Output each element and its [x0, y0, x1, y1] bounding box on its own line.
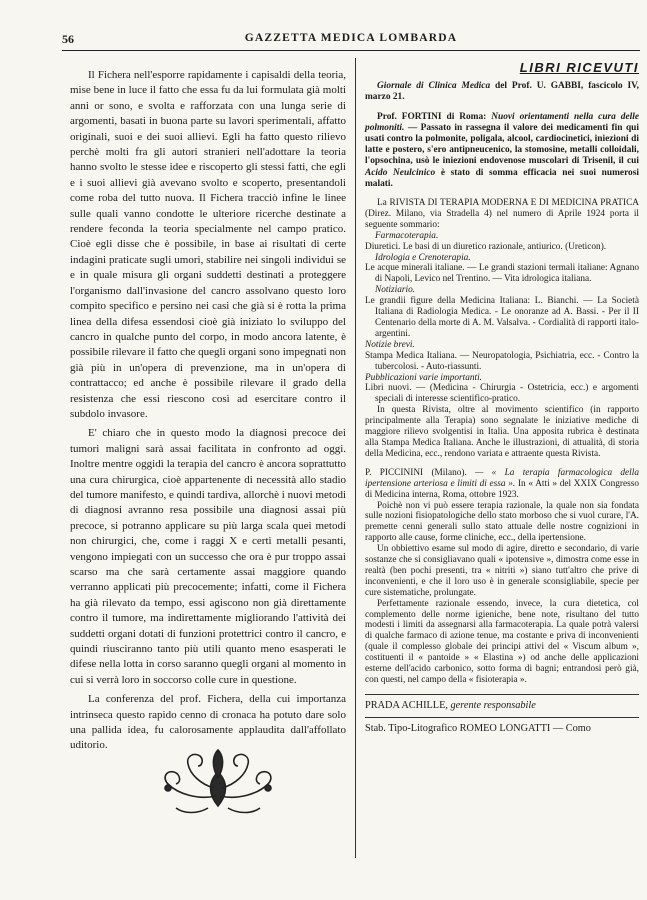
header-rule	[62, 50, 640, 51]
entry-author: Prof. FORTINI di Roma:	[377, 111, 487, 122]
manager-role: gerente responsabile	[450, 699, 536, 711]
left-paragraph: Il Fichera nell'esporre rapidamente i capisaldi della teoria, mise bene in luce il fatto che essa fu da lui formulata già molti anni or sono, e svolta e rafforzata con una lunga serie di argomenti, basati in buona parte su lavori sperimentali, affatto originali, suoi e dei suoi allievi. Egli ha fatto questo rilievo perchè molti fra gli autori stranieri nell'adottare la teoria hanno svolto le stesse idee e riscoperto gli stessi fatti, che egli e i suoi allievi già avevano svolto e scoperto, presentandoli come roba del tutto nuova. Il Fichera tracciò infine le linee sulle quali vanno condotte le ulteriore ricerche destinate a rendere feconda la teoria specialmente nel campo pratico. Cioè egli disse che è possibile, in base ai risultati di certe indagini praticate sugli umori, stabilire nei singoli individui se e in quale misura gli organi suddetti destinati a proteggere l'organismo dall'invasione del cancro assolvano questo loro compito specifico e persino nei casi che già si è rotta la prima linea della difesa essendosi cioè già iniziato lo sviluppo del cancro in qualche punto del corpo, in modo ancora latente, è possibile rilevare il fatto che quegli organi sono impegnati non già più in un'opera di prevenzione, ma in un'opera di contrattacco; ed anche è possibile rilevare il grado della resistenza che essi riescono così ad esercitare contro il subdolo invasore.	[70, 69, 346, 420]
left-paragraph: La conferenza del prof. Fichera, della cui importanza intrinseca questo rapido cenno di cronaca ha potuto dare solo una pallida idea, fu calorosamente applaudita dall'affollato uditorio.	[70, 693, 346, 752]
footer-rule	[365, 717, 639, 718]
entry-text: — Passato in rassegna il valore dei medicamenti fin qui usati contro la polmonite, poligala, alcool, cardiocinetici, iniezioni di latte e postero, s'ero antipneucenico, la stomosine, metalli colloidali, l'opsochina, usò le iniezioni endovenose muscolari di Trisenil, il cui	[365, 122, 640, 167]
review-line: Notizie brevi.	[365, 339, 415, 350]
entry-source: In « Atti » del XXIX Congresso di Medicina interna, Roma, ottobre 1923.	[365, 478, 639, 500]
left-column	[70, 68, 346, 754]
review-line: Le acque minerali italiane. — Le grandi stazioni termali italiane: Agnano di Napoli, Levico nel Trentino. — Vita idrologica italiana.	[365, 263, 639, 285]
review-line: Le grandii figure della Medicina Italiana: L. Bianchi. — La Società Italiana di Radiologia Medica. - Le onoranze ad A. Bassi. - Per il II Centenario della morte di A. M. Valsalva. - Cordialità di rapporti italo-argentini.	[365, 296, 639, 339]
review-line: Farmacoterapia.	[375, 230, 439, 241]
section-title: LIBRI RICEVUTI	[519, 60, 639, 75]
book-entry	[365, 468, 639, 686]
book-entry	[365, 81, 639, 103]
entry-drug: Acido Neulcinico	[365, 167, 436, 178]
column-divider	[355, 58, 356, 858]
review-intro: La RIVISTA DI TERAPIA MODERNA E DI MEDICINA PRATICA (Direz. Milano, via Stradella 4) nel numero di Aprile 1924 porta il seguente sommario:	[365, 198, 639, 230]
left-paragraph: E' chiaro che in questo modo la diagnosi precoce dei tumori maligni sarà assai facilitata in confronto ad oggi. Inoltre mentre oggidì la terapia del cancro è ancora soprattutto una cura chirurgica, cioè appartenente di necessità allo stadio del tumore manifesto, e quindi tardiva, allorchè i nuovi metodi di diagnosi avranno resa possibile una diagnosi assai più precoce, si potranno applicare su più larga scala quei metodi non chirurgici, che, come i raggi X e certi metalli pesanti, vengono impiegati con un successo che ora è pur troppo assai scarso ma che sarà certamente assai maggiore quando verranno applicati più precocemente; infatti, come il Fichera ha già rilevato da tempo, essi agiscono non già direttamente contro il tumore, ma indirettamente migliorando l'attività dei suddetti organi dotati di funzioni protettrici contro il cancro, e quindi riusciranno tanto più utili quanto meno esasperati le difese nella lotta in corso saranno quegli organi al momento in cui si verrà loro in soccorso colle cure in questione.	[70, 427, 346, 686]
running-header	[62, 30, 640, 50]
review-line: Diuretici. Le basi di un diuretico razionale, antiurico. (Ureticon).	[365, 241, 607, 252]
book-entry	[365, 112, 639, 190]
manager-line	[365, 699, 639, 713]
printer-line: Stab. Tipo-Litografico ROMEO LONGATTI — Como	[365, 722, 591, 734]
entry-issue: fascicolo IV, marzo 21.	[365, 81, 640, 103]
right-column	[365, 58, 639, 736]
review-line: Stampa Medica Italiana. — Neuropatologia, Psichiatria, ecc. - Contro la tubercolosi. - Auto-riassunti.	[365, 350, 639, 372]
review-line: Idrologia e Crenoterapia.	[375, 252, 471, 263]
review-note: In questa Rivista, oltre al movimento scientifico (in rapporto principalmente alla Terapia) sono segnalate le iniziative mediche di maggiore rilievo svolgentisi in Italia. Una apposita rubrica è destinata alla Stampa Medica Italiana. Anche le illustrazioni, di attualità, di storia della Medicina, ecc., rendono variata e attraente questa Rivista.	[365, 405, 639, 459]
entry-ending: è stato di somma efficacia nei suoi numerosi malati.	[365, 167, 639, 189]
journal-title: GAZZETTA MEDICA LOMBARDA	[244, 32, 458, 44]
entry-author: del Prof. U. GABBI,	[495, 81, 584, 92]
footer-rule-top	[365, 694, 639, 695]
entry-title: Nuovi orientamenti nella cura delle polmoniti.	[365, 111, 640, 133]
entry-author: P. PICCININI (Milano).	[365, 467, 467, 478]
entry-title: — « La terapia farmacologica della ipertensione arteriosa e limiti di essa ».	[365, 467, 639, 489]
entry-paragraph: Perfettamente razionale essendo, invece, la cura dietetica, col complemento delle norme igieniche, bene note, risultano del tutto modesti i limiti da assegnarsi alla farmacoterapia. La quale potrà valersi di qualche farmaco di azione tenue, ma costante e priva di inconvenienti (quale il complesso globale dei principi attivi del « Viscum album », costituenti il « pantoide » « Elastina ») od anche delle applicazioni esterne dell'acido carbonico, sotto forma di bagni; entrandosi però già, con questi, nel campo della « fisioterapia ».	[365, 598, 639, 685]
entry-paragraph: Poichè non vi può essere terapia razionale, la quale non sia fondata sulle nozioni fisiopatologiche dello stato morboso che si vuol curare, l'A. premette cenni generali sullo stato attuale delle nostre cognizioni in rapporto alle cause, forme cliniche, ecc., della ipertensione.	[365, 500, 639, 544]
entry-journal: Giornale di Clinica Medica	[377, 81, 491, 92]
review-line: Pubblicazioni varie importanti.	[365, 372, 482, 383]
entry-paragraph: Un obbiettivo esame sul modo di agire, diretto e secondario, di varie sostanze che si consigliavano quali « ipotensive », dimostra come esse in realtà (ben pochi presenti, tra « nitriti ») siano tutt'altro che prive di inconvenienti, e che il loro uso è in generale sconsigliabile, specie per cure sistematiche, prolungate.	[365, 544, 639, 598]
review-line: Notiziario.	[375, 285, 416, 296]
floral-ornament-icon	[148, 744, 288, 819]
page-number: 56	[62, 32, 74, 46]
manager-name: PRADA ACHILLE,	[365, 699, 448, 711]
review-line: Libri nuovi. — (Medicina - Chirurgia - Ostetricia, ecc.) e argomenti speciali di interesse scientifico-pratico.	[365, 383, 639, 405]
review-summary	[365, 198, 639, 460]
